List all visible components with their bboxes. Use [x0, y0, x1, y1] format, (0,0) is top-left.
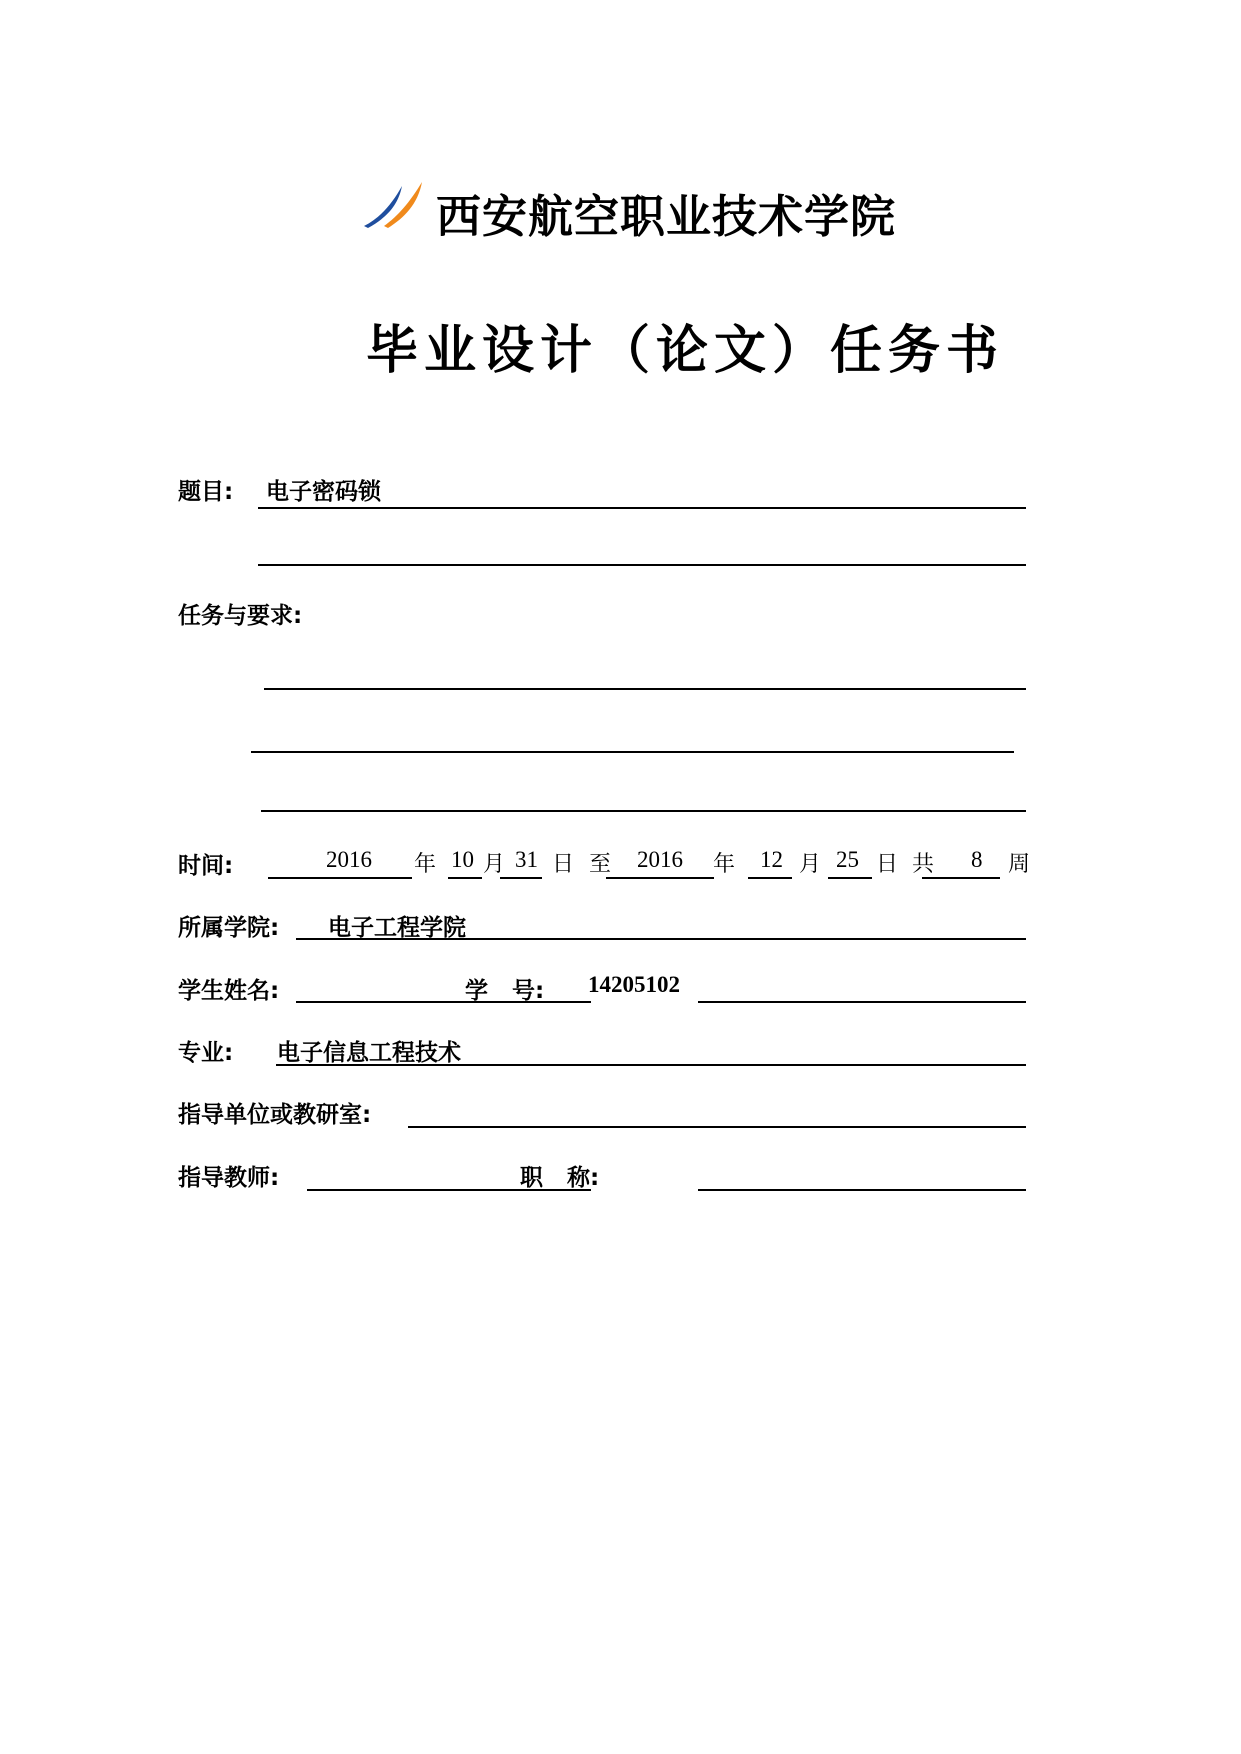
college-line — [296, 938, 1026, 940]
topic-value: 电子密码锁 — [266, 479, 381, 505]
school-logo-icon — [362, 180, 432, 230]
end-day-line — [828, 877, 872, 879]
month-char-1: 月 — [483, 852, 506, 877]
start-day-line — [500, 877, 542, 879]
year-char-2: 年 — [713, 852, 736, 877]
month-char-2: 月 — [799, 852, 822, 877]
school-name: 西安航空职业技术学院 — [436, 190, 897, 243]
document-title: 毕业设计（论文）任务书 — [366, 321, 1005, 381]
end-year-line — [606, 877, 714, 879]
weeks-value: 8 — [971, 847, 983, 872]
start-day: 31 — [515, 847, 538, 872]
student-name-line — [296, 1001, 591, 1003]
major-line — [276, 1064, 1026, 1066]
topic-line-2 — [258, 564, 1026, 566]
week-char: 周 — [1008, 852, 1031, 877]
end-day: 25 — [836, 847, 859, 872]
tasks-line-2 — [251, 751, 1014, 753]
time-label: 时间: — [178, 853, 234, 879]
major-label: 专业: — [178, 1040, 234, 1066]
day-char-2: 日 — [876, 852, 899, 877]
unit-line — [408, 1126, 1026, 1128]
college-value: 电子工程学院 — [328, 915, 466, 941]
end-year: 2016 — [637, 847, 683, 872]
student-id-value: 14205102 — [588, 972, 680, 997]
tasks-line-1 — [264, 688, 1026, 690]
student-id-line — [698, 1001, 1026, 1003]
unit-label: 指导单位或教研室: — [178, 1102, 372, 1128]
weeks-line — [922, 877, 1000, 879]
day-char-1: 日 — [552, 852, 575, 877]
tasks-label: 任务与要求: — [178, 603, 303, 629]
student-name-label: 学生姓名: — [178, 978, 280, 1004]
topic-line-1 — [258, 507, 1026, 509]
start-year-line — [268, 877, 412, 879]
total-char: 共 — [912, 852, 935, 877]
start-month-line — [448, 877, 482, 879]
year-char-1: 年 — [414, 852, 437, 877]
topic-label: 题目: — [178, 479, 234, 505]
job-title-line — [698, 1189, 1026, 1191]
end-month-line — [748, 877, 792, 879]
to-char: 至 — [589, 852, 612, 877]
college-label: 所属学院: — [178, 915, 280, 941]
end-month: 12 — [760, 847, 783, 872]
major-value: 电子信息工程技术 — [277, 1040, 461, 1066]
job-title-label: 职 称: — [520, 1165, 600, 1191]
start-year: 2016 — [326, 847, 372, 872]
tasks-line-3 — [261, 810, 1026, 812]
student-id-label: 学 号: — [465, 978, 545, 1004]
start-month: 10 — [451, 847, 474, 872]
teacher-label: 指导教师: — [178, 1165, 280, 1191]
